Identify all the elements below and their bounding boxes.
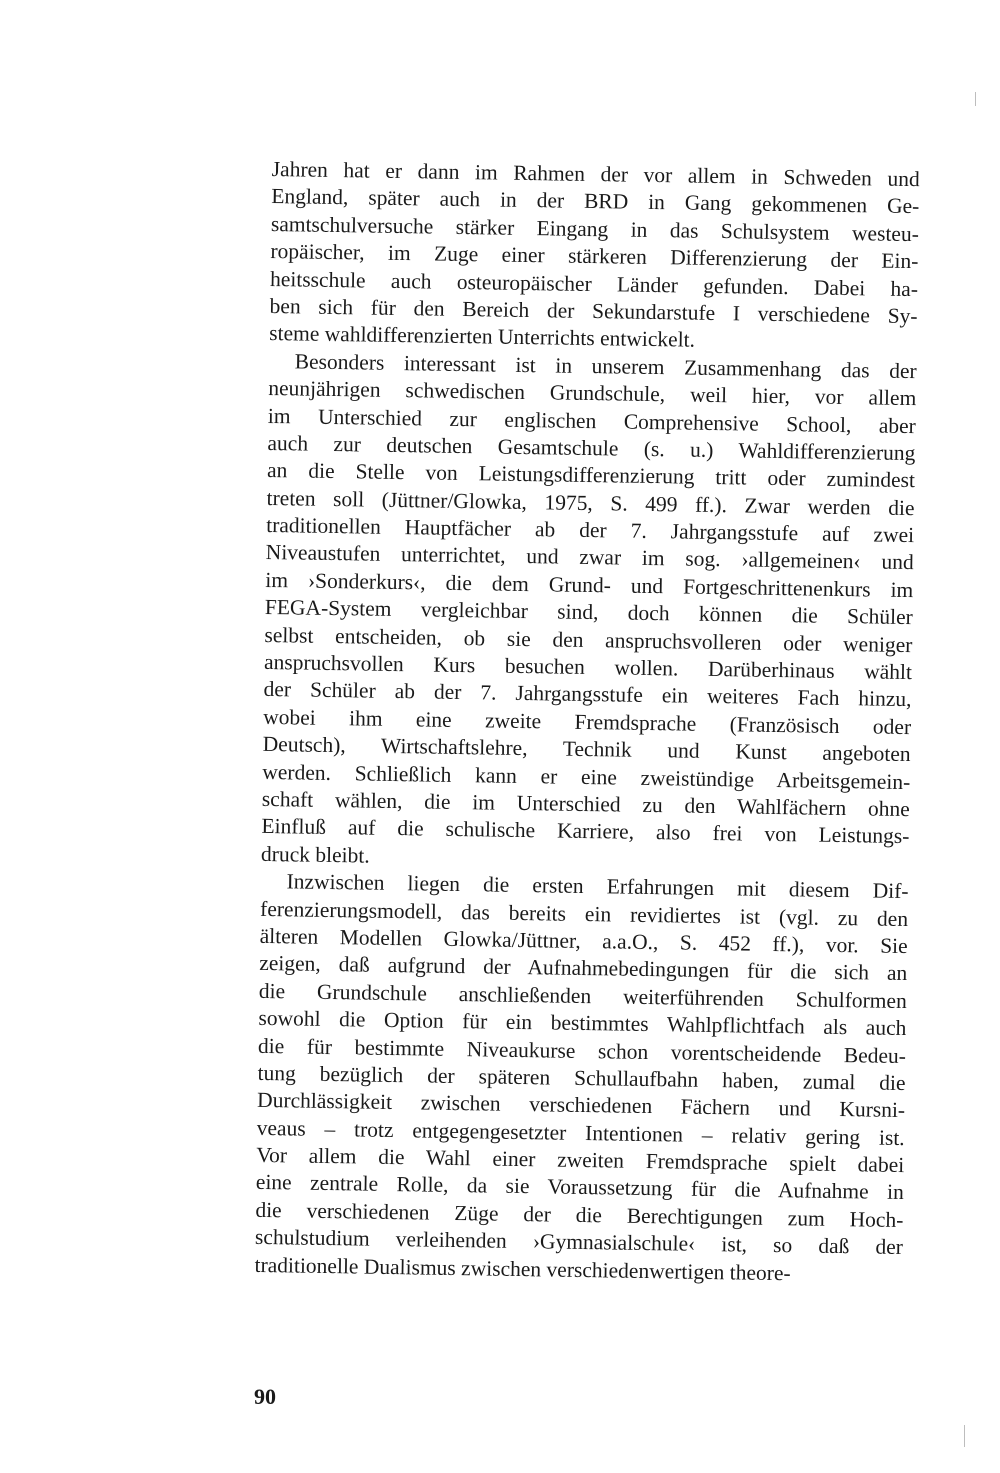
text-line: der Schüler ab der 7. Jahrgangsstufe ein weiteres Fach hinzu, [263, 677, 912, 712]
text-line: Einfluß auf die schulische Karriere, also frei von Leistungs- [261, 814, 910, 849]
text-line: ben sich für den Bereich der Sekundarstufe I verschiedene Sy- [269, 293, 918, 329]
text-line: veaus – trotz entgegengesetzter Intentionen – relativ gering ist. [256, 1115, 905, 1150]
text-line: samtschulversuche stärker Eingang in das Schulsystem westeu- [270, 211, 920, 246]
text-line: eine zentrale Rolle, da sie Voraussetzung für die Aufnahme in [255, 1170, 904, 1205]
paragraph [269, 156, 920, 358]
text-line: die verschiedenen Züge der die Berechtigungen zum Hoch- [255, 1197, 904, 1232]
text-line: treten soll (Jüttner/Glowka, 1975, S. 499 ff.). Zwar werden die [266, 485, 915, 520]
text-line: selbst entscheiden, ob sie den anspruchsvolleren oder weniger [264, 622, 913, 657]
text-line: heitsschule auch osteuropäischer Länder gefunden. Dabei ha- [269, 266, 919, 301]
text-line: Vor allem die Wahl einer zweiten Fremdsprache spielt dabei [256, 1142, 905, 1178]
scan-artifact [975, 92, 976, 106]
text-line: im Unterschied zur englischen Comprehensive School, aber [267, 403, 917, 438]
text-line: England, später auch in der BRD in Gang gekommenen Ge- [271, 184, 920, 219]
paragraph [261, 348, 917, 879]
text-line: werden. Schließlich kann er eine zweistündige Arbeitsgemein- [262, 759, 911, 794]
text-line: zeigen, daß aufgrund der Aufnahmebedingungen für die sich an [259, 951, 908, 986]
text-line: Deutsch), Wirtschaftslehre, Technik und Kunst angeboten [262, 732, 911, 767]
text-line: anspruchsvollen Kurs besuchen wollen. Darüberhinaus wählt [263, 649, 913, 685]
text-line: Jahren hat er dann im Rahmen der vor allem in Schweden und [271, 156, 920, 192]
text-line: ropäischer, im Zuge einer stärkeren Differenzierung der Ein- [270, 239, 919, 274]
text-line: die Grundschule anschließenden weiterführenden Schulformen [258, 978, 907, 1013]
text-line: druck bleibt. [260, 841, 370, 868]
text-line: die für bestimmte Niveaukurse schon vorentscheidende Bedeu- [257, 1033, 907, 1068]
text-line: Niveaustufen unterrichtet, und zwar im sog. ›allgemeinen‹ und [265, 540, 914, 575]
text-line: Durchlässigkeit zwischen verschiedenen Fächern und Kursni- [256, 1088, 906, 1123]
paragraph [254, 868, 908, 1289]
scan-artifact [964, 1425, 965, 1447]
text-line: im ›Sonderkurs‹, die dem Grund- und Fortgeschrittenenkurs im [265, 567, 914, 602]
text-line: an die Stelle von Leistungsdifferenzierung tritt oder zumindest [266, 458, 916, 493]
text-line: sowohl die Option für ein bestimmtes Wahlpflichtfach als auch [258, 1006, 907, 1041]
text-line: Inzwischen liegen die ersten Erfahrungen mit diesem Dif- [286, 869, 909, 904]
text-line: auch zur deutschen Gesamtschule (s. u.) Wahldifferenzierung [267, 430, 916, 466]
text-line: traditionellen Hauptfächer ab der 7. Jahrgangsstufe auf zwei [266, 513, 915, 548]
text-line: steme wahldifferenzierten Unterrichts entwickelt. [269, 321, 696, 353]
text-line: schulstudium verleihenden ›Gymnasialschule‹ ist, so daß der [254, 1225, 904, 1260]
body-text [254, 156, 920, 1289]
text-line: tung bezüglich der späteren Schullaufbahn haben, zumal die [257, 1060, 906, 1095]
text-line: Besonders interessant ist in unserem Zusammenhang das der [294, 349, 917, 383]
text-line: schaft wählen, die im Unterschied zu den Wahlfächern ohne [261, 786, 911, 822]
text-line: FEGA-System vergleichbar sind, doch können die Schüler [264, 595, 914, 630]
text-line: ferenzierungsmodell, das bereits ein revidiertes ist (vgl. zu den [259, 896, 909, 931]
text-line: älteren Modellen Glowka/Jüttner, a.a.O., S. 452 ff.), vor. Sie [259, 923, 908, 959]
page-number: 90 [254, 1384, 276, 1409]
text-line: traditionelle Dualismus zwischen verschiedenwertigen theore- [254, 1252, 791, 1285]
text-line: wobei ihm eine zweite Fremdsprache (Französisch oder [263, 704, 912, 739]
text-line: neunjährigen schwedischen Grundschule, weil hier, vor allem [268, 376, 917, 411]
